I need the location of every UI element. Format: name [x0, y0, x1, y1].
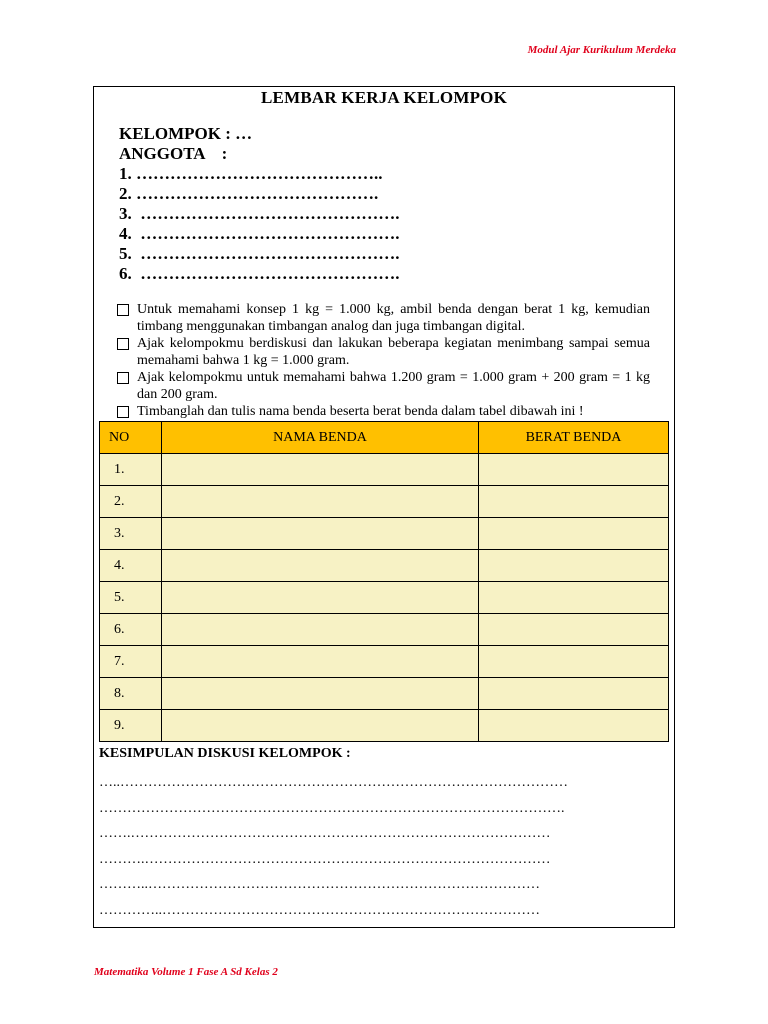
item-name-cell[interactable] [162, 518, 479, 550]
table-row [100, 486, 669, 518]
header-item-weight: BERAT BENDA [479, 422, 669, 454]
item-weight-cell[interactable] [479, 678, 669, 710]
checkbox-icon [117, 372, 129, 384]
item-name-cell[interactable] [162, 710, 479, 742]
member-line: 4. ………………………………………. [119, 224, 400, 243]
checkbox-icon [117, 406, 129, 418]
member-line: 1. …………………………………….. [119, 164, 383, 183]
header-module-label: Modul Ajar Kurikulum Merdeka [527, 44, 676, 56]
instruction-text: Ajak kelompokmu berdiskusi dan lakukan beberapa kegiatan menimbang sampai semua memahami bahwa 1 kg = 1.000 gram. [137, 336, 650, 368]
table-row [100, 614, 669, 646]
conclusion-line[interactable]: …..…………………………………………………………………………………… [99, 775, 568, 790]
row-number: 8. [100, 678, 162, 710]
item-name-cell[interactable] [162, 582, 479, 614]
group-members-section [119, 124, 400, 284]
table-row [100, 550, 669, 582]
instruction-item [117, 301, 650, 335]
item-name-cell[interactable] [162, 486, 479, 518]
item-weight-cell[interactable] [479, 486, 669, 518]
footer-book-label: Matematika Volume 1 Fase A Sd Kelas 2 [94, 966, 278, 978]
table-row [100, 646, 669, 678]
table-header-row [100, 422, 669, 454]
conclusion-line[interactable]: …….……………………………………………………………………………… [99, 826, 551, 841]
conclusion-line[interactable]: …………..……………………………………………………………………… [99, 902, 540, 918]
checkbox-icon [117, 304, 129, 316]
conclusion-line[interactable]: ……….…………………………………………………………………………… [99, 851, 551, 867]
row-number: 4. [100, 550, 162, 582]
header-no: NO [100, 422, 162, 454]
conclusion-line[interactable]: ………..………………………………………………………………………… [99, 877, 540, 892]
item-weight-cell[interactable] [479, 550, 669, 582]
item-name-cell[interactable] [162, 454, 479, 486]
instruction-item [117, 335, 650, 369]
item-name-cell[interactable] [162, 678, 479, 710]
table-row [100, 582, 669, 614]
conclusion-line[interactable]: ………………………………………………………………………………………. [99, 800, 565, 816]
conclusion-lines [99, 770, 568, 923]
worksheet-title: LEMBAR KERJA KELOMPOK [261, 88, 507, 107]
weight-table [99, 421, 669, 742]
row-number: 6. [100, 614, 162, 646]
group-line: KELOMPOK : … [119, 124, 253, 143]
item-name-cell[interactable] [162, 614, 479, 646]
item-weight-cell[interactable] [479, 646, 669, 678]
item-name-cell[interactable] [162, 646, 479, 678]
item-weight-cell[interactable] [479, 582, 669, 614]
header-item-name: NAMA BENDA [162, 422, 479, 454]
item-weight-cell[interactable] [479, 614, 669, 646]
instructions-list [117, 301, 650, 420]
row-number: 2. [100, 486, 162, 518]
table-row [100, 678, 669, 710]
instruction-item [117, 369, 650, 403]
row-number: 5. [100, 582, 162, 614]
instruction-text: Ajak kelompokmu untuk memahami bahwa 1.200 gram = 1.000 gram + 200 gram = 1 kg dan 200 gram. [137, 370, 650, 402]
row-number: 3. [100, 518, 162, 550]
member-line: 2. ……………………………………. [119, 184, 379, 203]
table-row [100, 710, 669, 742]
table-row [100, 454, 669, 486]
row-number: 1. [100, 454, 162, 486]
instruction-item [117, 403, 650, 420]
item-weight-cell[interactable] [479, 710, 669, 742]
conclusion-title: KESIMPULAN DISKUSI KELOMPOK : [99, 746, 351, 761]
instruction-text: Timbanglah dan tulis nama benda beserta berat benda dalam tabel dibawah ini ! [137, 404, 584, 419]
item-name-cell[interactable] [162, 550, 479, 582]
item-weight-cell[interactable] [479, 454, 669, 486]
checkbox-icon [117, 338, 129, 350]
instruction-text: Untuk memahami konsep 1 kg = 1.000 kg, ambil benda dengan berat 1 kg, kemudian timbang menggunakan timbangan analog dan juga timbangan digital. [137, 302, 650, 334]
item-weight-cell[interactable] [479, 518, 669, 550]
member-line: 3. ………………………………………. [119, 204, 400, 223]
member-line: 6. ………………………………………. [119, 264, 400, 283]
member-line: 5. ………………………………………. [119, 244, 400, 263]
members-label: ANGGOTA : [119, 144, 228, 163]
row-number: 7. [100, 646, 162, 678]
row-number: 9. [100, 710, 162, 742]
table-row [100, 518, 669, 550]
